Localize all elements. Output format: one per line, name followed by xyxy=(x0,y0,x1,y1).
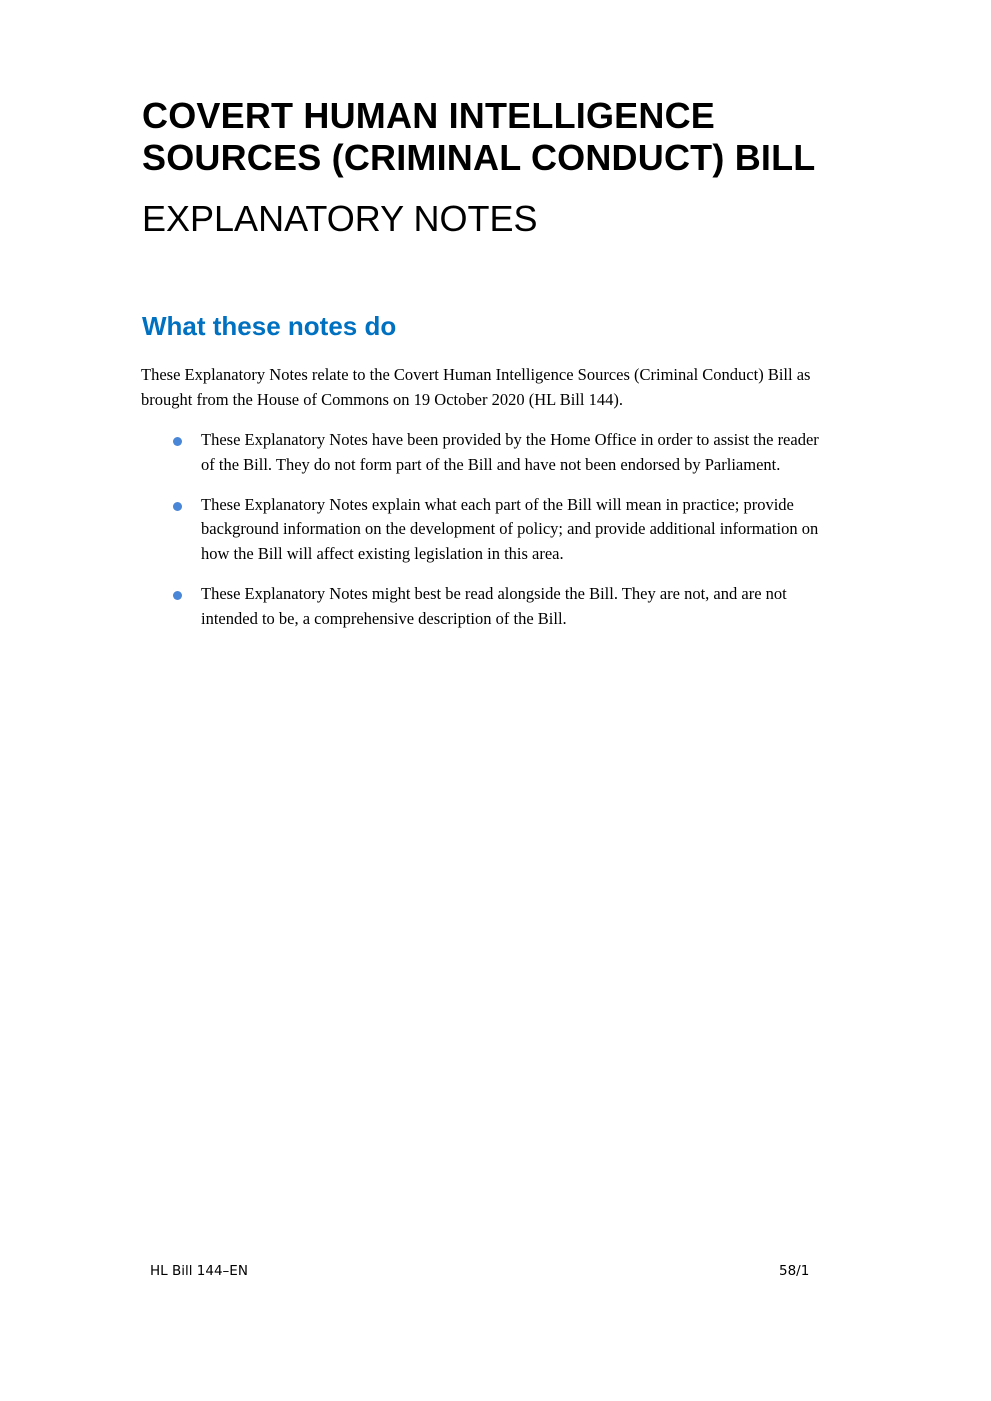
text-line: These Explanatory Notes have been provided by the Home Office in order to assist the reader xyxy=(201,430,819,449)
text-line: of the Bill. They do not form part of the Bill and have not been endorsed by Parliament. xyxy=(201,454,781,474)
text-line: how the Bill will affect existing legislation in this area. xyxy=(201,543,564,563)
document-subtitle: EXPLANATORY NOTES xyxy=(142,198,538,239)
intro-paragraph xyxy=(141,363,810,412)
text-line: background information on the development of policy; and provide additional information on xyxy=(201,519,819,539)
section-heading: What these notes do xyxy=(142,311,397,341)
text-line: intended to be, a comprehensive description of the Bill. xyxy=(201,608,567,628)
bullet-list xyxy=(141,428,901,647)
list-item xyxy=(141,493,901,567)
title-line: SOURCES (CRIMINAL CONDUCT) BILL xyxy=(142,137,816,178)
footer-bill-reference: HL Bill 144–EN xyxy=(150,1263,248,1279)
bullet-dot-icon xyxy=(173,502,182,511)
text-line: These Explanatory Notes relate to the Covert Human Intelligence Sources (Criminal Conduct) Bill as xyxy=(141,365,811,384)
text-line: brought from the House of Commons on 19 October 2020 (HL Bill 144). xyxy=(141,389,623,409)
footer-page-number: 58/1 xyxy=(779,1263,810,1279)
bullet-dot-icon xyxy=(173,437,182,446)
text-line: These Explanatory Notes might best be read alongside the Bill. They are not, and are not xyxy=(201,583,787,603)
title-line: COVERT HUMAN INTELLIGENCE xyxy=(142,95,716,136)
document-title xyxy=(142,95,816,179)
text-line: These Explanatory Notes explain what each part of the Bill will mean in practice; provide xyxy=(201,494,794,514)
list-item xyxy=(141,428,901,477)
list-item xyxy=(141,582,901,631)
bullet-dot-icon xyxy=(173,591,182,600)
